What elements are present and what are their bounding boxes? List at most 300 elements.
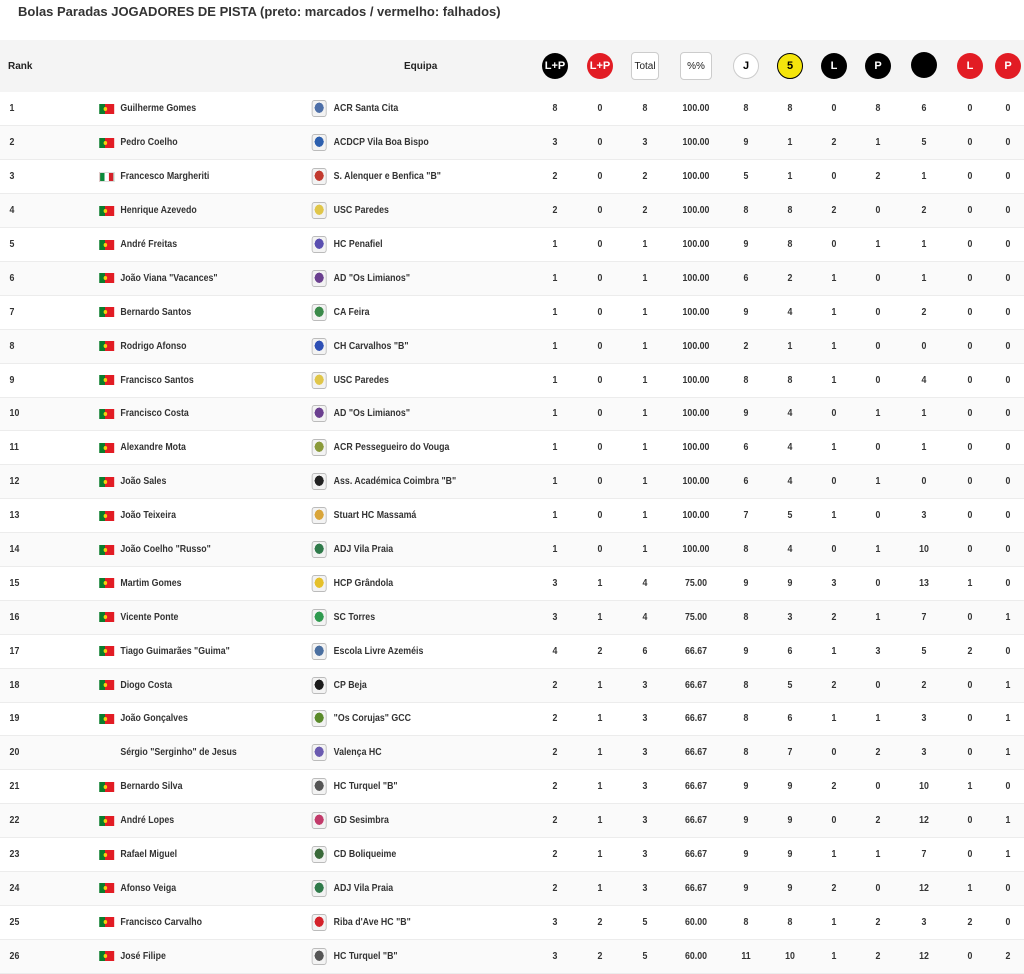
rank-cell: 22: [9, 815, 20, 827]
five-cell: 9: [787, 849, 793, 861]
five-cell: 8: [787, 205, 793, 217]
table-row: [0, 770, 1024, 804]
l-scored-cell: 0: [831, 747, 837, 759]
l-scored-cell: 1: [831, 272, 837, 284]
five-cell: 2: [787, 272, 793, 284]
p-missed-cell: 0: [1005, 137, 1011, 149]
team-name[interactable]: S. Alenquer e Benfica "B": [333, 171, 441, 183]
player-cell: [57, 261, 277, 295]
lp-missed-cell: 0: [597, 239, 603, 250]
pct-label: %%: [680, 52, 712, 80]
lp-missed-icon: L+P: [587, 53, 613, 79]
lp-missed-cell: 2: [597, 916, 603, 928]
pct-cell: 100.00: [682, 544, 710, 556]
p-missed-cell: 0: [1005, 645, 1011, 657]
lp-missed-cell: 0: [597, 137, 603, 149]
portugal-flag-icon: [99, 612, 114, 622]
l-scored-cell: 3: [831, 577, 837, 589]
team-name[interactable]: CA Feira: [333, 306, 370, 318]
team-cell: [306, 838, 517, 872]
portugal-flag-icon: [99, 646, 114, 656]
lp-missed-cell: 0: [597, 374, 603, 386]
five-cell: 8: [787, 916, 793, 928]
player-name[interactable]: Rafael Miguel: [120, 849, 178, 861]
l-missed-cell: 1: [967, 781, 973, 793]
player-cell: [57, 126, 277, 160]
player-name[interactable]: Bernardo Santos: [120, 306, 192, 318]
team-crest-icon: [312, 100, 327, 117]
p-missed-cell: 1: [1005, 679, 1011, 691]
l-missed-cell: 1: [967, 577, 973, 589]
pct-cell: 66.67: [684, 747, 708, 759]
team-name[interactable]: SC Torres: [333, 611, 376, 623]
total-cell: 3: [642, 815, 648, 827]
p-scored-cell: 2: [875, 815, 881, 827]
p-missed-cell: 0: [1005, 306, 1011, 318]
l-missed-cell: 0: [967, 171, 973, 183]
p-scored-cell: 8: [875, 103, 881, 115]
total-cell: 1: [642, 239, 648, 250]
total-cell: 4: [642, 611, 648, 623]
l-scored-cell: 1: [831, 306, 837, 318]
five-cell: 1: [787, 340, 793, 352]
p-scored-cell: 2: [875, 171, 881, 183]
portugal-flag-icon: [99, 782, 114, 792]
team-name[interactable]: AD "Os Limianos": [333, 408, 410, 420]
dot-cell: 1: [921, 239, 927, 250]
l-scored-cell: 1: [831, 374, 837, 386]
dot-cell: 12: [919, 950, 929, 962]
l-scored-cell: 1: [831, 340, 837, 352]
table-row: [0, 431, 1024, 465]
team-name[interactable]: ACR Santa Cita: [333, 103, 399, 115]
l-missed-cell: 0: [967, 747, 973, 759]
l-scored-cell: 1: [831, 645, 837, 657]
p-scored-cell: 0: [875, 882, 881, 894]
p-missed-cell: 0: [1005, 916, 1011, 928]
player-name[interactable]: Pedro Coelho: [120, 137, 178, 149]
player-name[interactable]: Francesco Margheriti: [120, 171, 210, 183]
player-cell: [57, 533, 277, 567]
l-missed-cell: 0: [967, 476, 973, 488]
team-cell: [306, 566, 517, 600]
rank-cell: 6: [9, 272, 15, 284]
five-cell: 1: [787, 171, 793, 183]
lp-scored-cell: 1: [552, 239, 558, 250]
team-name[interactable]: GD Sesimbra: [333, 815, 389, 827]
portugal-flag-icon: [99, 443, 114, 453]
dot-cell: 2: [921, 306, 927, 318]
games-cell: 9: [743, 815, 749, 827]
portugal-flag-icon: [99, 206, 114, 216]
portugal-flag-icon: [99, 850, 114, 860]
portugal-flag-icon: [99, 409, 114, 419]
p-missed-cell: 0: [1005, 239, 1011, 250]
l-scored-cell: 2: [831, 781, 837, 793]
five-cell: 8: [787, 374, 793, 386]
team-crest-icon: [312, 677, 327, 694]
pct-cell: 66.67: [684, 849, 708, 861]
table-row: [0, 634, 1024, 668]
pct-cell: 75.00: [684, 577, 708, 589]
stats-table-container: [0, 40, 1024, 974]
player-name[interactable]: Diogo Costa: [120, 679, 173, 691]
lp-missed-cell: 0: [597, 408, 603, 420]
dot-cell: 10: [919, 544, 929, 556]
player-name[interactable]: José Filipe: [120, 950, 166, 962]
player-cell: [57, 363, 277, 397]
team-name[interactable]: AD "Os Limianos": [333, 272, 410, 284]
p-scored-cell: 0: [875, 205, 881, 217]
dot-cell: 12: [919, 815, 929, 827]
lp-scored-cell: 3: [552, 611, 558, 623]
p-scored-cell: 1: [875, 137, 881, 149]
team-name[interactable]: "Os Corujas" GCC: [333, 713, 411, 725]
rank-cell: 19: [9, 713, 20, 725]
p-scored-cell: 3: [875, 645, 881, 657]
p-missed-cell: 1: [1005, 713, 1011, 725]
player-cell: [57, 194, 277, 228]
header-l-scored[interactable]: [812, 40, 856, 92]
lp-scored-cell: 1: [552, 510, 558, 522]
team-cell: [306, 634, 517, 668]
l-missed-cell: 0: [967, 306, 973, 318]
total-cell: 6: [642, 645, 648, 657]
dot-cell: 7: [921, 849, 927, 861]
team-name[interactable]: ACR Pessegueiro do Vouga: [333, 442, 450, 454]
games-cell: 9: [743, 645, 749, 657]
l-missed-cell: 0: [967, 544, 973, 556]
l-scored-icon: L: [821, 53, 847, 79]
dot-cell: 2: [921, 205, 927, 217]
dot-cell: 1: [921, 408, 927, 420]
five-cell: 10: [785, 950, 795, 962]
team-cell: [306, 804, 517, 838]
player-name[interactable]: Martim Gomes: [120, 577, 182, 589]
team-name[interactable]: Escola Livre Azeméis: [333, 645, 424, 657]
p-scored-cell: 1: [875, 408, 881, 420]
dot-cell: 7: [921, 611, 927, 623]
dot-cell: 5: [921, 137, 927, 149]
header-lp-missed[interactable]: [578, 40, 622, 92]
total-cell: 1: [642, 442, 648, 454]
five-cell: 9: [787, 781, 793, 793]
five-cell: 3: [787, 611, 793, 623]
team-name[interactable]: Riba d'Ave HC "B": [333, 916, 411, 928]
p-missed-cell: 1: [1005, 747, 1011, 759]
p-scored-cell: 1: [875, 544, 881, 556]
l-missed-cell: 0: [967, 205, 973, 217]
rank-cell: 1: [9, 103, 15, 115]
lp-scored-cell: 1: [552, 476, 558, 488]
pct-cell: 100.00: [682, 374, 710, 386]
team-crest-icon: [312, 168, 327, 185]
p-missed-cell: 0: [1005, 476, 1011, 488]
pct-cell: 66.67: [684, 882, 708, 894]
player-name[interactable]: Henrique Azevedo: [120, 205, 197, 217]
total-cell: 2: [642, 171, 648, 183]
portugal-flag-icon: [99, 375, 114, 385]
l-missed-cell: 0: [967, 815, 973, 827]
player-name[interactable]: Sérgio "Serginho" de Jesus: [120, 747, 237, 759]
player-cell: [57, 499, 277, 533]
player-name[interactable]: Rodrigo Afonso: [120, 340, 187, 352]
header-p-scored[interactable]: [856, 40, 900, 92]
team-crest-icon: [312, 643, 327, 660]
l-scored-cell: 2: [831, 882, 837, 894]
team-crest-icon: [312, 541, 327, 558]
p-scored-icon: P: [865, 53, 891, 79]
lp-missed-cell: 1: [597, 713, 603, 725]
portugal-flag-icon: [99, 917, 114, 927]
five-cell: 4: [787, 306, 793, 318]
player-name[interactable]: André Lopes: [120, 815, 175, 827]
player-cell: [57, 160, 277, 194]
team-name[interactable]: HC Turquel "B": [333, 781, 398, 793]
portugal-flag-icon: [99, 341, 114, 351]
total-cell: 8: [642, 103, 648, 115]
team-crest-icon: [312, 372, 327, 389]
games-cell: 8: [743, 713, 749, 725]
header-five[interactable]: [768, 40, 812, 92]
p-scored-cell: 0: [875, 272, 881, 284]
games-cell: 6: [743, 272, 749, 284]
dot-cell: 4: [921, 374, 927, 386]
total-cell: 1: [642, 544, 648, 556]
team-name[interactable]: ADJ Vila Praia: [333, 882, 394, 894]
portugal-flag-icon: [99, 714, 114, 724]
total-cell: 1: [642, 374, 648, 386]
p-missed-cell: 1: [1005, 849, 1011, 861]
player-name[interactable]: Francisco Carvalho: [120, 916, 203, 928]
team-crest-icon: [312, 134, 327, 151]
header-l-missed[interactable]: [948, 40, 992, 92]
team-cell: [306, 600, 517, 634]
lp-scored-cell: 3: [552, 577, 558, 589]
l-scored-cell: 0: [831, 171, 837, 183]
total-label: Total: [631, 52, 659, 80]
team-name[interactable]: Valença HC: [333, 747, 382, 759]
lp-missed-cell: 0: [597, 544, 603, 556]
player-name[interactable]: Tiago Guimarães "Guima": [120, 645, 230, 657]
flag-placeholder: [99, 748, 114, 758]
rank-cell: 17: [9, 645, 20, 657]
team-name[interactable]: USC Paredes: [333, 374, 389, 386]
header-rank[interactable]: Rank: [8, 60, 33, 72]
games-cell: 6: [743, 476, 749, 488]
p-missed-cell: 0: [1005, 781, 1011, 793]
p-missed-cell: 0: [1005, 544, 1011, 556]
portugal-flag-icon: [99, 511, 114, 521]
five-cell: 1: [787, 137, 793, 149]
games-cell: 8: [743, 611, 749, 623]
header-equipa[interactable]: Equipa: [404, 60, 438, 72]
lp-scored-cell: 1: [552, 442, 558, 454]
team-name[interactable]: CH Carvalhos "B": [333, 340, 409, 352]
l-missed-cell: 0: [967, 510, 973, 522]
l-scored-cell: 2: [831, 137, 837, 149]
team-name[interactable]: USC Paredes: [333, 205, 389, 217]
lp-missed-cell: 0: [597, 476, 603, 488]
table-row: [0, 804, 1024, 838]
header-lp-scored[interactable]: [532, 40, 578, 92]
lp-scored-cell: 2: [552, 815, 558, 827]
player-cell: [57, 905, 277, 939]
team-cell: [306, 770, 517, 804]
p-scored-cell: 1: [875, 849, 881, 861]
total-cell: 3: [642, 679, 648, 691]
player-name[interactable]: Afonso Veiga: [120, 882, 177, 894]
team-name[interactable]: HC Turquel "B": [333, 950, 398, 962]
lp-missed-cell: 1: [597, 611, 603, 623]
games-cell: 8: [743, 205, 749, 217]
player-name[interactable]: Alexandre Mota: [120, 442, 186, 454]
player-name[interactable]: Bernardo Silva: [120, 781, 183, 793]
player-cell: [57, 939, 277, 973]
p-scored-cell: 1: [875, 611, 881, 623]
rank-cell: 21: [9, 781, 20, 793]
team-cell: [306, 397, 517, 431]
l-missed-cell: 0: [967, 713, 973, 725]
games-cell: 9: [743, 239, 749, 250]
p-scored-cell: 0: [875, 340, 881, 352]
header-games[interactable]: [724, 40, 768, 92]
pct-cell: 66.67: [684, 781, 708, 793]
games-cell: 9: [743, 781, 749, 793]
p-scored-cell: 0: [875, 577, 881, 589]
header-p-missed[interactable]: [992, 40, 1024, 92]
team-name[interactable]: CP Beja: [333, 679, 367, 691]
p-missed-cell: 0: [1005, 272, 1011, 284]
player-name[interactable]: Francisco Santos: [120, 374, 194, 386]
games-cell: 8: [743, 679, 749, 691]
player-name[interactable]: João Viana "Vacances": [120, 272, 218, 284]
pct-cell: 60.00: [684, 916, 708, 928]
p-missed-cell: 0: [1005, 340, 1011, 352]
table-row: [0, 92, 1024, 126]
lp-missed-cell: 2: [597, 645, 603, 657]
l-missed-cell: 0: [967, 137, 973, 149]
table-header-row: [0, 40, 1024, 92]
l-missed-cell: 0: [967, 103, 973, 115]
dot-cell: 3: [921, 713, 927, 725]
p-missed-cell: 1: [1005, 611, 1011, 623]
team-crest-icon: [312, 473, 327, 490]
total-cell: 3: [642, 747, 648, 759]
player-cell: [57, 228, 277, 262]
dot-cell: 3: [921, 747, 927, 759]
player-cell: [57, 702, 277, 736]
dot-cell: 0: [921, 340, 927, 352]
portugal-flag-icon: [99, 477, 114, 487]
player-name[interactable]: João Teixeira: [120, 510, 176, 522]
team-crest-icon: [312, 744, 327, 761]
player-name[interactable]: João Gonçalves: [120, 713, 188, 725]
lp-missed-cell: 0: [597, 442, 603, 454]
team-cell: [306, 702, 517, 736]
lp-scored-icon: L+P: [542, 53, 568, 79]
pct-cell: 66.67: [684, 679, 708, 691]
table-row: [0, 600, 1024, 634]
rank-cell: 15: [9, 577, 20, 589]
team-crest-icon: [312, 778, 327, 795]
p-missed-icon: P: [995, 53, 1021, 79]
header-total[interactable]: [622, 40, 668, 92]
team-name[interactable]: HC Penafiel: [333, 239, 383, 250]
p-scored-cell: 0: [875, 306, 881, 318]
rank-cell: 16: [9, 611, 20, 623]
team-name[interactable]: HCP Grândola: [333, 577, 394, 589]
p-scored-cell: 2: [875, 747, 881, 759]
player-name[interactable]: André Freitas: [120, 239, 178, 250]
p-missed-cell: 2: [1005, 950, 1011, 962]
header-pct[interactable]: [668, 40, 724, 92]
team-name[interactable]: Ass. Académica Coimbra "B": [333, 476, 457, 488]
portugal-flag-icon: [99, 273, 114, 283]
l-scored-cell: 2: [831, 679, 837, 691]
pct-cell: 100.00: [682, 239, 710, 250]
lp-scored-cell: 3: [552, 916, 558, 928]
l-missed-cell: 0: [967, 611, 973, 623]
player-name[interactable]: Guilherme Gomes: [120, 103, 197, 115]
p-missed-cell: 0: [1005, 510, 1011, 522]
table-row: [0, 397, 1024, 431]
team-name[interactable]: ADJ Vila Praia: [333, 544, 394, 556]
page-title: Bolas Paradas JOGADORES DE PISTA (preto: marcados / vermelho: falhados): [18, 4, 501, 19]
total-cell: 1: [642, 272, 648, 284]
player-cell: [57, 465, 277, 499]
portugal-flag-icon: [99, 680, 114, 690]
player-cell: [57, 838, 277, 872]
games-cell: 9: [743, 577, 749, 589]
player-name[interactable]: Francisco Costa: [120, 408, 189, 420]
five-cell: 5: [787, 679, 793, 691]
dot-cell: 2: [921, 679, 927, 691]
p-missed-cell: 0: [1005, 205, 1011, 217]
five-cell: 4: [787, 476, 793, 488]
player-name[interactable]: Vicente Ponte: [120, 611, 179, 623]
rank-cell: 25: [9, 916, 20, 928]
p-missed-cell: 1: [1005, 815, 1011, 827]
table-row: [0, 838, 1024, 872]
total-cell: 3: [642, 882, 648, 894]
rank-cell: 20: [9, 747, 20, 759]
rank-cell: 11: [9, 442, 19, 454]
rank-cell: 2: [9, 137, 15, 149]
pct-cell: 100.00: [682, 103, 710, 115]
p-missed-cell: 0: [1005, 882, 1011, 894]
l-scored-cell: 2: [831, 611, 837, 623]
team-name[interactable]: Stuart HC Massamá: [333, 510, 417, 522]
games-cell: 5: [743, 171, 749, 183]
player-name[interactable]: João Coelho "Russo": [120, 544, 211, 556]
l-scored-cell: 0: [831, 103, 837, 115]
five-cell: 4: [787, 442, 793, 454]
header-dot[interactable]: [900, 40, 948, 92]
team-name[interactable]: ACDCP Vila Boa Bispo: [333, 137, 429, 149]
games-cell: 2: [743, 340, 749, 352]
team-cell: [306, 160, 517, 194]
team-crest-icon: [312, 507, 327, 524]
rank-cell: 23: [9, 849, 20, 861]
team-cell: [306, 465, 517, 499]
rank-cell: 5: [9, 239, 15, 250]
total-cell: 1: [642, 510, 648, 522]
player-cell: [57, 634, 277, 668]
rank-cell: 9: [9, 374, 15, 386]
player-name[interactable]: João Sales: [120, 476, 167, 488]
team-name[interactable]: CD Boliqueime: [333, 849, 397, 861]
